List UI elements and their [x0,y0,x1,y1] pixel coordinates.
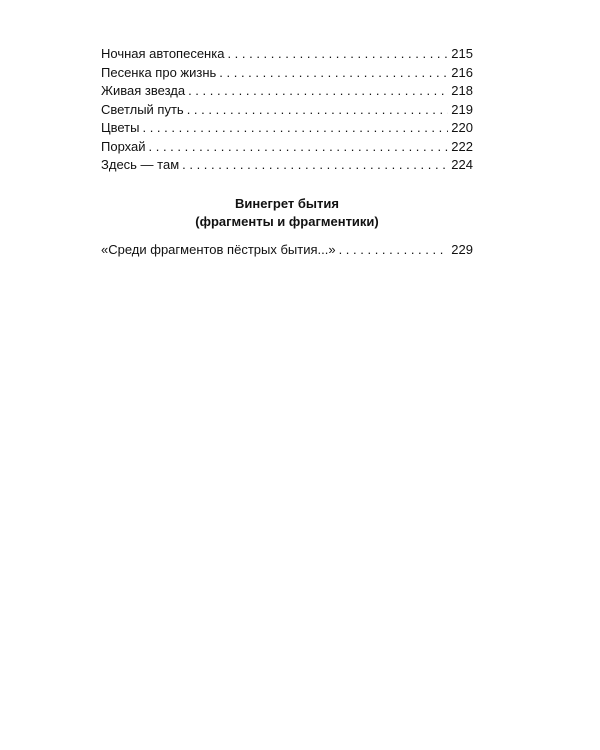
toc-dot-leader [227,45,448,64]
toc-entry-title: Ночная автопесенка [101,46,225,61]
toc-entry-page: 229 [451,241,473,257]
section-heading-subtitle: (фрагменты и фрагментики) [195,213,379,229]
toc-entry [101,64,473,83]
section-heading [101,195,473,231]
toc-entry-page: 215 [451,46,473,61]
toc-entry-title: Здесь — там [101,157,180,172]
toc-entry-title: Песенка про жизнь [101,64,217,80]
toc-entry [101,45,473,64]
toc-entry [101,82,473,101]
toc-entry [101,156,473,175]
toc-entry-page: 216 [451,64,473,80]
toc-entry-page: 224 [451,157,473,172]
toc-dot-leader [182,156,448,175]
toc-dot-leader [149,138,449,157]
toc-dot-leader [187,101,449,120]
toc-entry-title: Цветы [101,120,140,135]
toc-dot-leader [219,64,448,83]
toc-dot-leader [188,82,448,101]
toc-entry-page: 222 [451,138,473,154]
toc-entry-page: 218 [451,83,473,98]
toc-entry-page: 220 [451,120,473,135]
toc-dot-leader [339,241,449,260]
toc-entry-title: Порхай [101,138,146,154]
toc-entry [101,138,473,157]
toc-entry [101,241,473,260]
toc-entry-title: Живая звезда [101,83,186,98]
toc-entry [101,119,473,138]
table-of-contents [101,45,473,259]
section-heading-title: Винегрет бытия [235,195,339,211]
toc-entry [101,101,473,120]
toc-dot-leader [142,119,448,138]
toc-entry-page: 219 [451,101,473,117]
toc-entry-title: Светлый путь [101,101,184,117]
toc-entry-title: «Среди фрагментов пёстрых бытия...» [101,241,336,257]
